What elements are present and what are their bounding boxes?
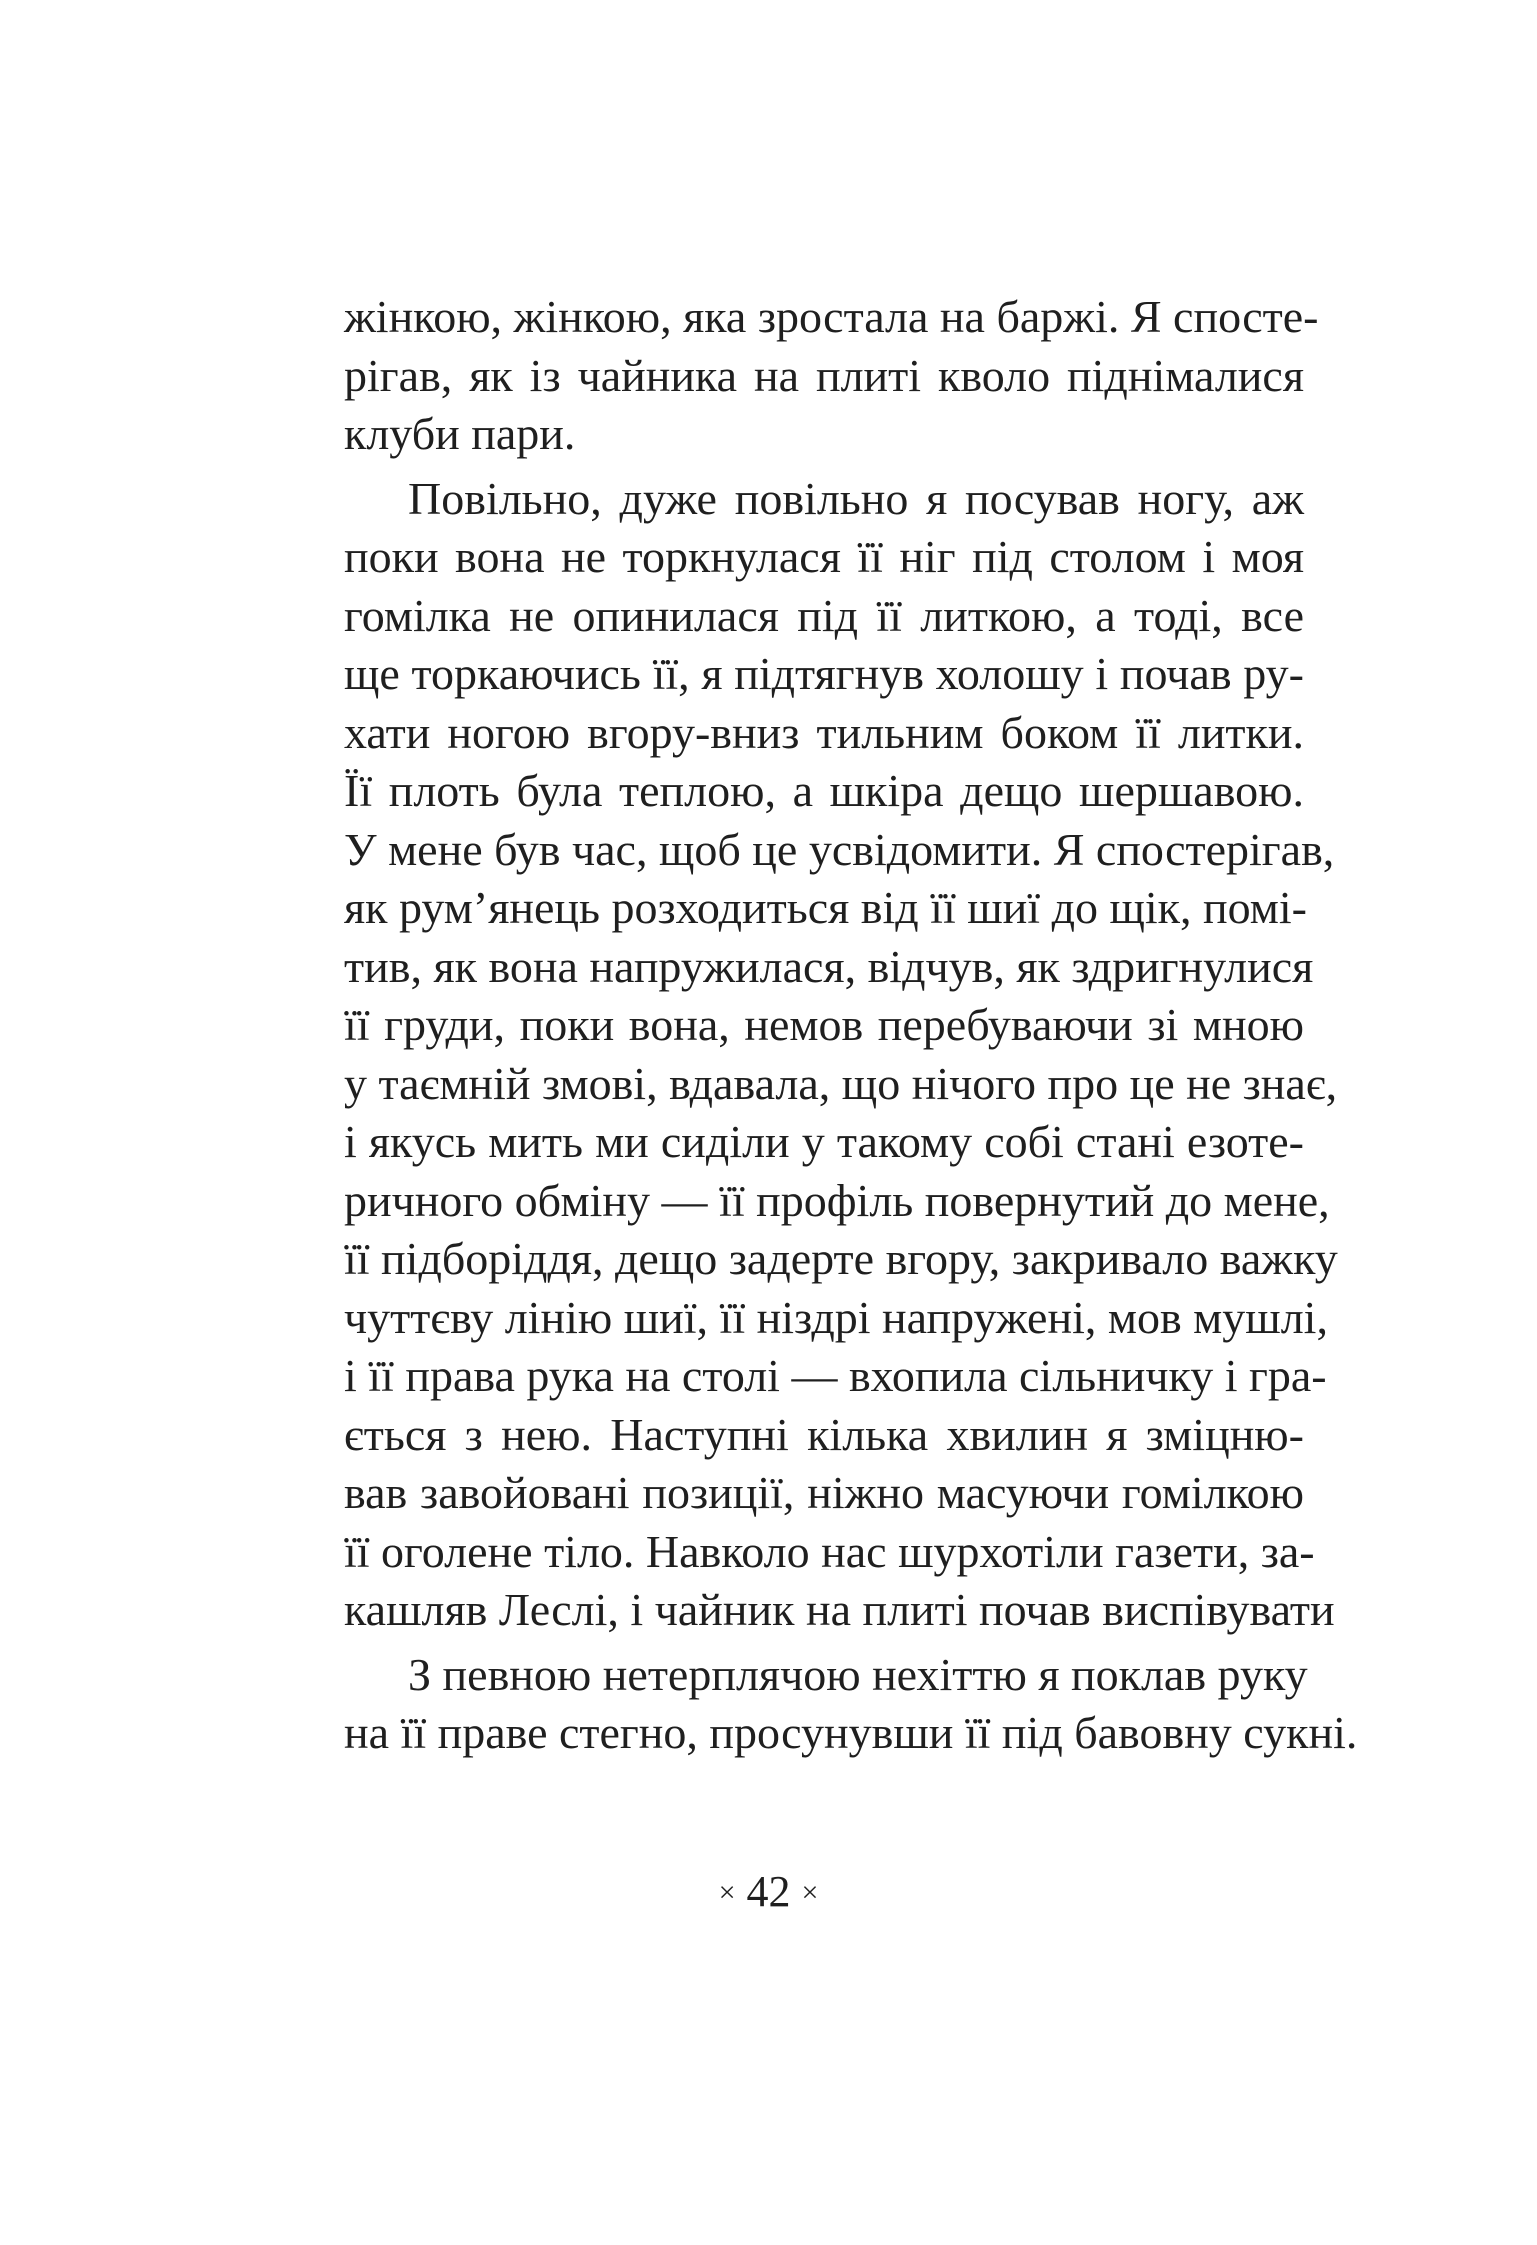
text-line: У мене був час, щоб це усвідомити. Я спостерігав, xyxy=(344,823,1335,875)
text-line: вав завойовані позиції, ніжно масуючи гомілкою xyxy=(344,1467,1304,1518)
left-ornament: × xyxy=(718,1875,736,1909)
text-line: її оголене тіло. Навколо нас шурхотіли газети, за- xyxy=(344,1525,1315,1577)
text-line: її груди, поки вона, немов перебуваючи зі мною xyxy=(344,999,1304,1050)
text-line: жінкою, жінкою, яка зростала на баржі. Я спосте- xyxy=(344,291,1319,342)
text-line: рігав, як із чайника на плиті кволо піднімалися xyxy=(344,349,1304,401)
paragraph-2 xyxy=(344,470,1338,1640)
body-text xyxy=(344,288,1358,1763)
text-line: і її права рука на столі — вхопила сільничку і гра- xyxy=(344,1350,1327,1401)
text-line: її підборіддя, дещо задерте вгору, закривало важку xyxy=(344,1233,1338,1284)
paragraph-1 xyxy=(344,288,1319,464)
text-line: чуттєву лінію шиї, її ніздрі напружені, мов мушлі, xyxy=(344,1291,1328,1343)
right-ornament: × xyxy=(801,1875,819,1909)
page-number: 42 xyxy=(746,1867,791,1916)
text-line: кашляв Леслі, і чайник на плиті почав виспівувати xyxy=(344,1584,1335,1635)
text-line: клуби пари. xyxy=(344,408,576,459)
text-line: на її праве стегно, просунувши її під бавовну сукні. xyxy=(344,1707,1358,1758)
paragraph-3 xyxy=(344,1646,1358,1763)
text-line: Її плоть була теплою, а шкіра дещо шершавою. xyxy=(344,765,1304,816)
text-line: З певною нетерплячою нехіттю я поклав руку xyxy=(408,1648,1308,1700)
text-line: Повільно, дуже повільно я посував ногу, аж xyxy=(408,472,1304,524)
text-line: ще торкаючись її, я підтягнув холошу і почав ру- xyxy=(344,648,1304,699)
text-line: хати ногою вгору-вниз тильним боком її литки. xyxy=(344,706,1304,758)
page-footer xyxy=(0,1866,1537,1917)
text-line: у таємній змові, вдавала, що нічого про це не знає, xyxy=(344,1057,1338,1109)
text-line: тив, як вона напружилася, відчув, як здригнулися xyxy=(344,940,1314,992)
text-line: гомілка не опинилася під її литкою, а тоді, все xyxy=(344,589,1304,641)
text-line: ричного обміну — її профіль повернутий до мене, xyxy=(344,1174,1330,1226)
text-line: і якусь мить ми сиділи у такому собі стані езоте- xyxy=(344,1116,1304,1167)
text-line: як рум’янець розходиться від її шиї до щік, помі- xyxy=(344,882,1307,933)
text-line: поки вона не торкнулася її ніг під столом і моя xyxy=(344,531,1304,582)
text-line: ється з нею. Наступні кілька хвилин я зміцню- xyxy=(344,1408,1304,1460)
